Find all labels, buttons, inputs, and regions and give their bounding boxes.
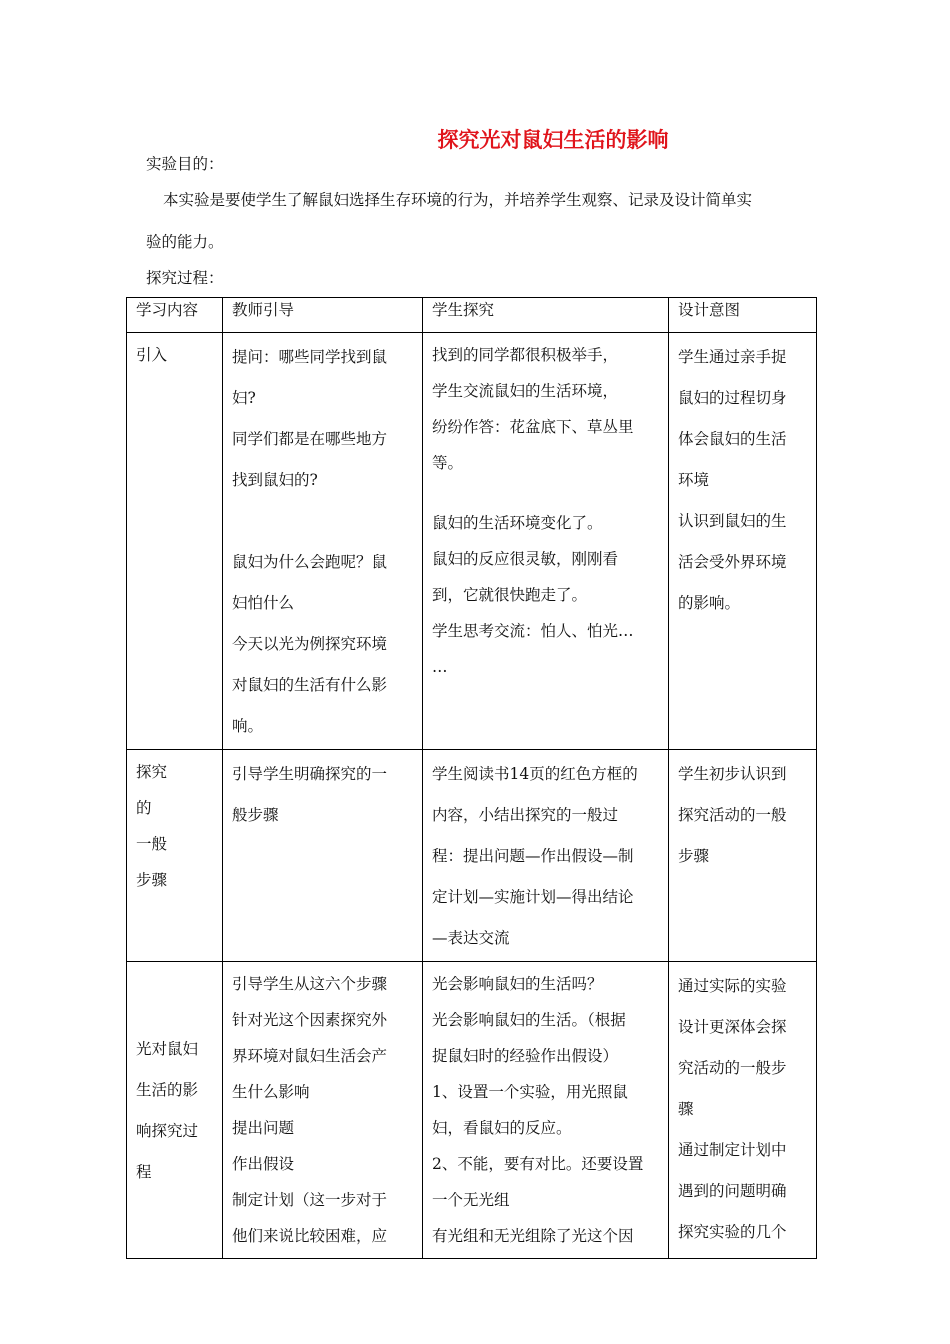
cell-line: 1、设置一个实验，用光照鼠 bbox=[432, 1083, 628, 1101]
topic-cell bbox=[127, 962, 223, 1259]
cell-line: 程：提出问题—作出假设—制 bbox=[432, 847, 634, 865]
cell-line: 等。 bbox=[432, 454, 464, 472]
cell-line: 设计更深体会探 bbox=[678, 1018, 787, 1036]
teacher-cell bbox=[223, 333, 423, 750]
cell-line: 针对光这个因素探究外 bbox=[232, 1011, 388, 1029]
cell-line: 遇到的问题明确 bbox=[678, 1182, 787, 1200]
cell-line: 学生交流鼠妇的生活环境， bbox=[432, 382, 619, 400]
cell-line: 鼠妇为什么会跑呢？鼠 bbox=[232, 553, 388, 571]
cell-line: 生什么影响 bbox=[232, 1083, 310, 1101]
cell-line: 探究活动的一般 bbox=[678, 806, 787, 824]
cell-line: 学生思考交流：怕人、怕光… bbox=[432, 622, 634, 640]
cell-line: 纷纷作答：花盆底下、草丛里 bbox=[432, 418, 634, 436]
cell-line: 引导学生从这六个步骤 bbox=[232, 975, 388, 993]
document-title: 探究光对鼠妇生活的影响 bbox=[437, 128, 669, 152]
cell-line: 的 bbox=[136, 799, 152, 817]
cell-line: 活会受外界环境 bbox=[678, 553, 787, 571]
process-heading: 探究过程： bbox=[146, 269, 224, 287]
cell-line: 的影响。 bbox=[678, 594, 741, 612]
cell-line: 妇怕什么 bbox=[232, 594, 295, 612]
cell-line: 2、不能，要有对比。还要设置 bbox=[432, 1155, 644, 1173]
header-cell: 设计意图 bbox=[669, 298, 817, 333]
cell-line: 响探究过 bbox=[136, 1122, 199, 1140]
student-cell bbox=[423, 750, 669, 962]
cell-line: 妇? bbox=[232, 389, 256, 407]
header-cell: 教师引导 bbox=[223, 298, 423, 333]
table-row bbox=[127, 333, 817, 750]
cell-line: 究活动的一般步 bbox=[678, 1059, 787, 1077]
design-cell bbox=[669, 333, 817, 750]
cell-line: 步骤 bbox=[136, 871, 168, 889]
cell-line: 作出假设 bbox=[232, 1155, 295, 1173]
cell-line: 探究实验的几个 bbox=[678, 1223, 787, 1241]
cell-line: 捉鼠妇时的经验作出假设） bbox=[432, 1047, 619, 1065]
cell-line: 引导学生明确探究的一 bbox=[232, 765, 388, 783]
cell-line: 一个无光组 bbox=[432, 1191, 510, 1209]
objective-heading: 实验目的： bbox=[146, 155, 224, 173]
cell-line: 内容，小结出探究的一般过 bbox=[432, 806, 619, 824]
student-cell bbox=[423, 962, 669, 1259]
cell-line: 通过实际的实验 bbox=[678, 977, 787, 995]
cell-line: 他们来说比较困难，应 bbox=[232, 1227, 388, 1245]
teacher-cell bbox=[223, 750, 423, 962]
teacher-cell bbox=[223, 962, 423, 1259]
cell-line: 今天以光为例探究环境 bbox=[232, 635, 388, 653]
cell-line: 同学们都是在哪些地方 bbox=[232, 430, 388, 448]
topic-cell bbox=[127, 333, 223, 750]
cell-line: 一般 bbox=[136, 835, 168, 853]
design-cell bbox=[669, 962, 817, 1259]
cell-line: 学生阅读书14页的红色方框的 bbox=[432, 765, 638, 783]
cell-line: 生活的影 bbox=[136, 1081, 199, 1099]
cell-line: 鼠妇的反应很灵敏，刚刚看 bbox=[432, 550, 619, 568]
cell-line: 通过制定计划中 bbox=[678, 1141, 787, 1159]
cell-line: 认识到鼠妇的生 bbox=[678, 512, 787, 530]
cell-line: 提出问题 bbox=[232, 1119, 295, 1137]
cell-line: 有光组和无光组除了光这个因 bbox=[432, 1227, 634, 1245]
table-row bbox=[127, 750, 817, 962]
cell-line: 骤 bbox=[678, 1100, 694, 1118]
student-cell bbox=[423, 333, 669, 750]
cell-line: 对鼠妇的生活有什么影 bbox=[232, 676, 388, 694]
cell-line: 步骤 bbox=[678, 847, 710, 865]
objective-text-line-1: 本实验是要使学生了解鼠妇选择生存环境的行为，并培养学生观察、记录及设计简单实 bbox=[163, 191, 753, 209]
cell-line: 鼠妇的过程切身 bbox=[678, 389, 787, 407]
objective-text-line-2: 验的能力。 bbox=[146, 233, 224, 251]
cell-line: 程 bbox=[136, 1163, 152, 1181]
cell-line: 界环境对鼠妇生活会产 bbox=[232, 1047, 388, 1065]
cell-line: 响。 bbox=[232, 717, 264, 735]
cell-line: 找到鼠妇的? bbox=[232, 471, 318, 489]
cell-line: 学生初步认识到 bbox=[678, 765, 787, 783]
cell-line: 妇，看鼠妇的反应。 bbox=[432, 1119, 572, 1137]
cell-line: 光会影响鼠妇的生活。（根据 bbox=[432, 1011, 626, 1029]
cell-line: —表达交流 bbox=[432, 929, 510, 947]
design-cell bbox=[669, 750, 817, 962]
cell-line: 般步骤 bbox=[232, 806, 279, 824]
cell-line: 光会影响鼠妇的生活吗？ bbox=[432, 975, 603, 993]
topic-cell bbox=[127, 750, 223, 962]
cell-line: 引入 bbox=[136, 346, 168, 364]
cell-line: 体会鼠妇的生活 bbox=[678, 430, 787, 448]
cell-line: … bbox=[432, 658, 448, 676]
cell-line: 到，它就很快跑走了。 bbox=[432, 586, 588, 604]
lesson-table bbox=[126, 297, 817, 1259]
cell-line bbox=[232, 501, 413, 542]
cell-line: 定计划—实施计划—得出结论 bbox=[432, 888, 634, 906]
cell-line: 鼠妇的生活环境变化了。 bbox=[432, 514, 603, 532]
cell-line: 学生通过亲手捉 bbox=[678, 348, 787, 366]
cell-line: 光对鼠妇 bbox=[136, 1040, 199, 1058]
cell-line: 探究 bbox=[136, 763, 168, 781]
cell-line bbox=[432, 481, 659, 505]
table-row bbox=[127, 962, 817, 1259]
table-header-row bbox=[127, 298, 817, 333]
cell-line: 制定计划（这一步对于 bbox=[232, 1191, 388, 1209]
cell-line: 找到的同学都很积极举手， bbox=[432, 346, 619, 364]
cell-line: 提问：哪些同学找到鼠 bbox=[232, 348, 388, 366]
header-cell: 学生探究 bbox=[423, 298, 669, 333]
cell-line: 环境 bbox=[678, 471, 710, 489]
header-cell: 学习内容 bbox=[127, 298, 223, 333]
